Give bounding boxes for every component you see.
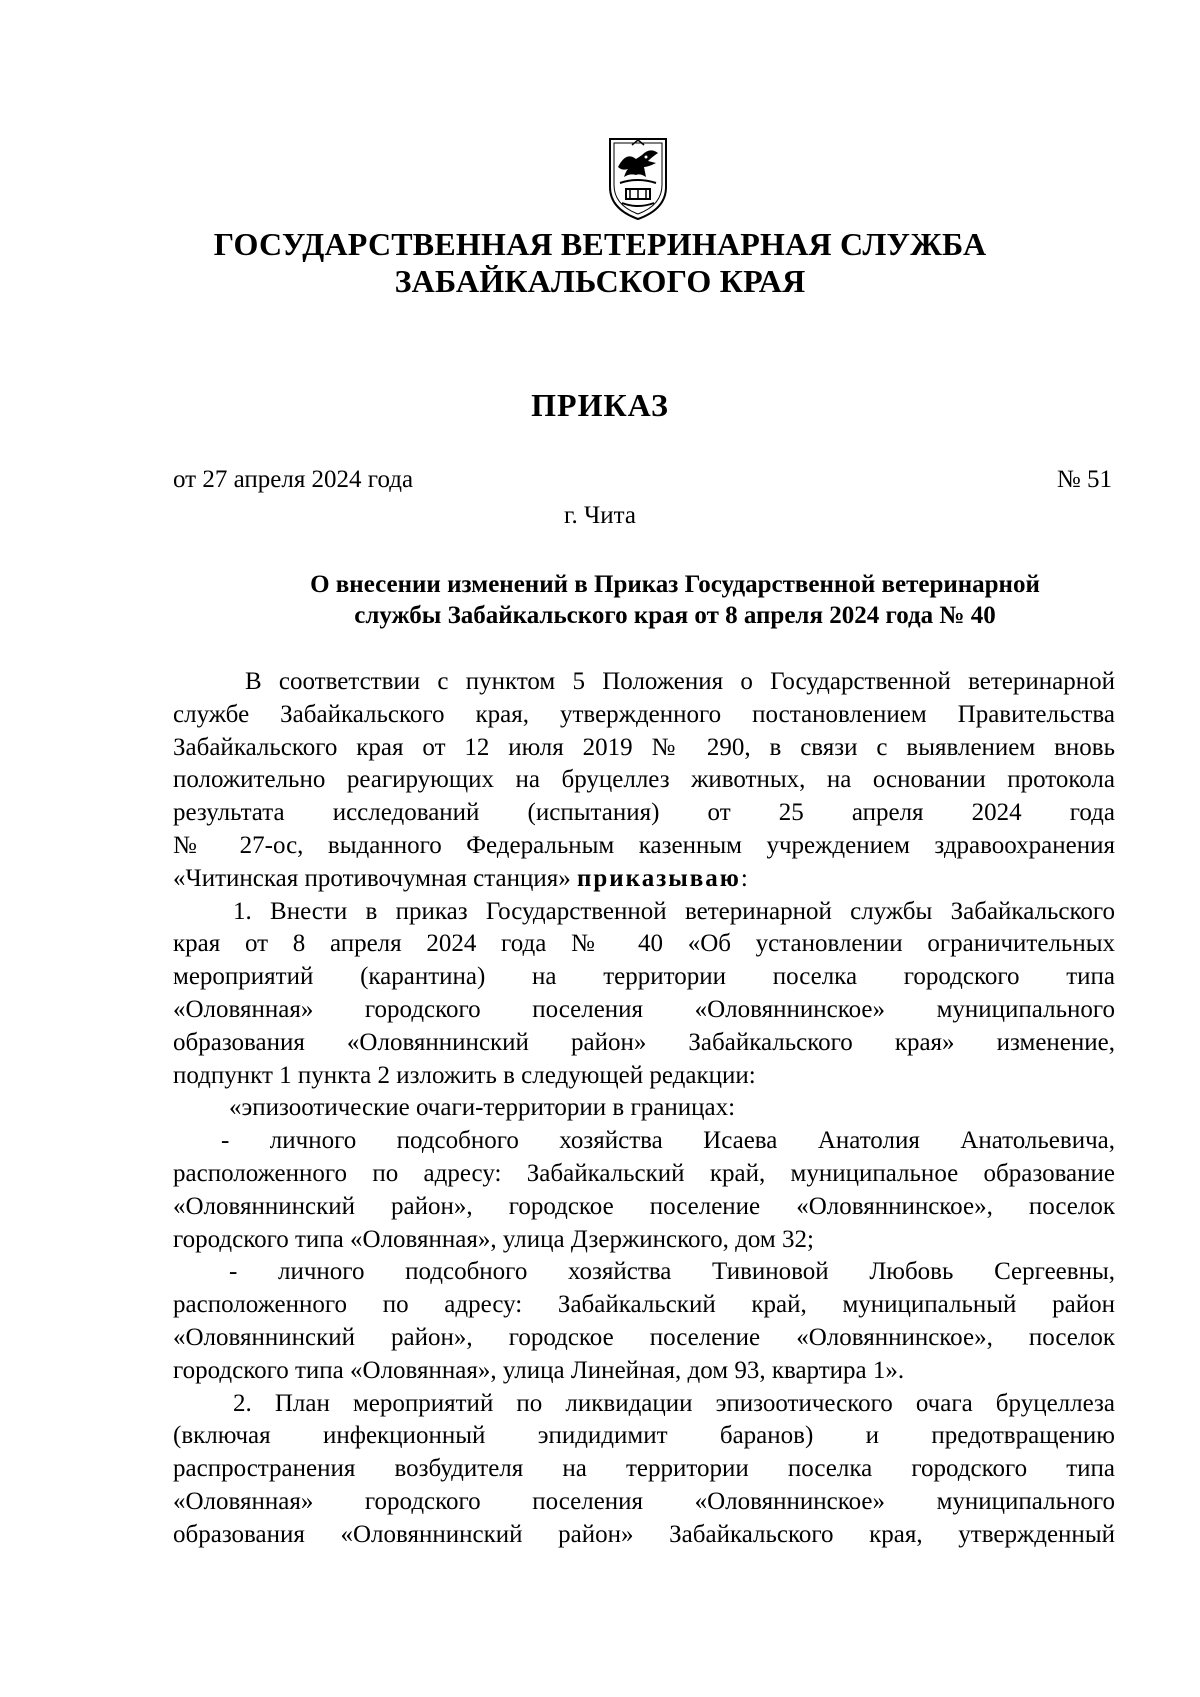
bullet-1-line: «Оловяннинский район», городское поселение «Оловяннинское», поселок: [173, 1192, 1115, 1220]
order-subject: [250, 569, 1100, 631]
order-subject-line-1: О внесении изменений в Приказ Государственной ветеринарной: [310, 571, 1040, 598]
item-1-line: подпункт 1 пункта 2 изложить в следующей редакции:: [173, 1061, 756, 1089]
bullet-2-line: расположенного по адресу: Забайкальский край, муниципальный район: [173, 1291, 1115, 1319]
bullet-2-line: городского типа «Оловянная», улица Линейная, дом 93, квартира 1».: [173, 1356, 905, 1384]
item-2-line: (включая инфекционный эпидидимит баранов) и предотвращению: [173, 1422, 1115, 1450]
item-2-line: распространения возбудителя на территории поселка городского типа: [173, 1455, 1115, 1483]
item-1-line: «Оловянная» городского поселения «Оловяннинское» муниципального: [173, 995, 1115, 1023]
item-1-line: мероприятий (карантина) на территории поселка городского типа: [173, 963, 1115, 991]
bullet-2-line: «Оловяннинский район», городское поселение «Оловяннинское», поселок: [173, 1323, 1115, 1351]
preamble-line: службе Забайкальского края, утвержденного постановлением Правительства: [173, 700, 1115, 728]
bullet-1-line: расположенного по адресу: Забайкальский край, муниципальное образование: [173, 1159, 1115, 1187]
item-2-line: 2. План мероприятий по ликвидации эпизоотического очага бруцеллеза: [233, 1389, 1115, 1417]
preamble-line: Забайкальского края от 12 июля 2019 № 290, в связи с выявлением вновь: [173, 733, 1115, 761]
document-type: ПРИКАЗ: [531, 387, 669, 423]
order-body: [173, 666, 1115, 1552]
preamble-last-text: «Читинская противочумная станция»: [173, 864, 571, 892]
order-subject-line-2: службы Забайкальского края от 8 апреля 2024 года № 40: [354, 602, 996, 629]
preamble-line: В соответствии с пунктом 5 Положения о Государственной ветеринарной: [245, 668, 1115, 695]
organization-title-line-2: ЗАБАЙКАЛЬСКОГО КРАЯ: [394, 263, 806, 299]
order-city: г. Чита: [564, 502, 636, 529]
bullet-1-line: городского типа «Оловянная», улица Дзержинского, дом 32;: [173, 1225, 814, 1253]
order-number: № 51: [1056, 466, 1112, 493]
bullet-1-line: - личного подсобного хозяйства Исаева Анатолия Анатольевича,: [221, 1127, 1115, 1155]
item-2-line: образования «Оловяннинский район» Забайкальского края, утвержденный: [173, 1520, 1115, 1548]
item-1-line: образования «Оловяннинский район» Забайкальского края» изменение,: [173, 1028, 1115, 1056]
item-1-line: края от 8 апреля 2024 года № 40 «Об установлении ограничительных: [173, 930, 1115, 958]
order-colon: :: [740, 864, 748, 892]
organization-title: [150, 226, 1050, 300]
organization-title-line-1: ГОСУДАРСТВЕННАЯ ВЕТЕРИНАРНАЯ СЛУЖБА: [213, 226, 987, 262]
order-word: приказываю: [576, 864, 741, 892]
preamble-line: положительно реагирующих на бруцеллез животных, на основании протокола: [173, 766, 1115, 794]
item-1-line: 1. Внести в приказ Государственной ветеринарной службы Забайкальского: [233, 897, 1115, 925]
preamble-line: № 27-ос, выданного Федеральным казенным учреждением здравоохранения: [173, 831, 1115, 859]
preamble-last-line: [173, 863, 1115, 896]
item-1-line: «эпизоотические очаги-территории в границах:: [229, 1094, 736, 1122]
bullet-2-line: - личного подсобного хозяйства Тивиновой Любовь Сергеевны,: [229, 1258, 1115, 1286]
order-date: от 27 апреля 2024 года: [173, 466, 414, 493]
zabaikalsky-coat-of-arms-icon: [606, 137, 670, 221]
preamble-line: результата исследований (испытания) от 25 апреля 2024 года: [173, 799, 1115, 827]
item-2-line: «Оловянная» городского поселения «Оловяннинское» муниципального: [173, 1487, 1115, 1515]
